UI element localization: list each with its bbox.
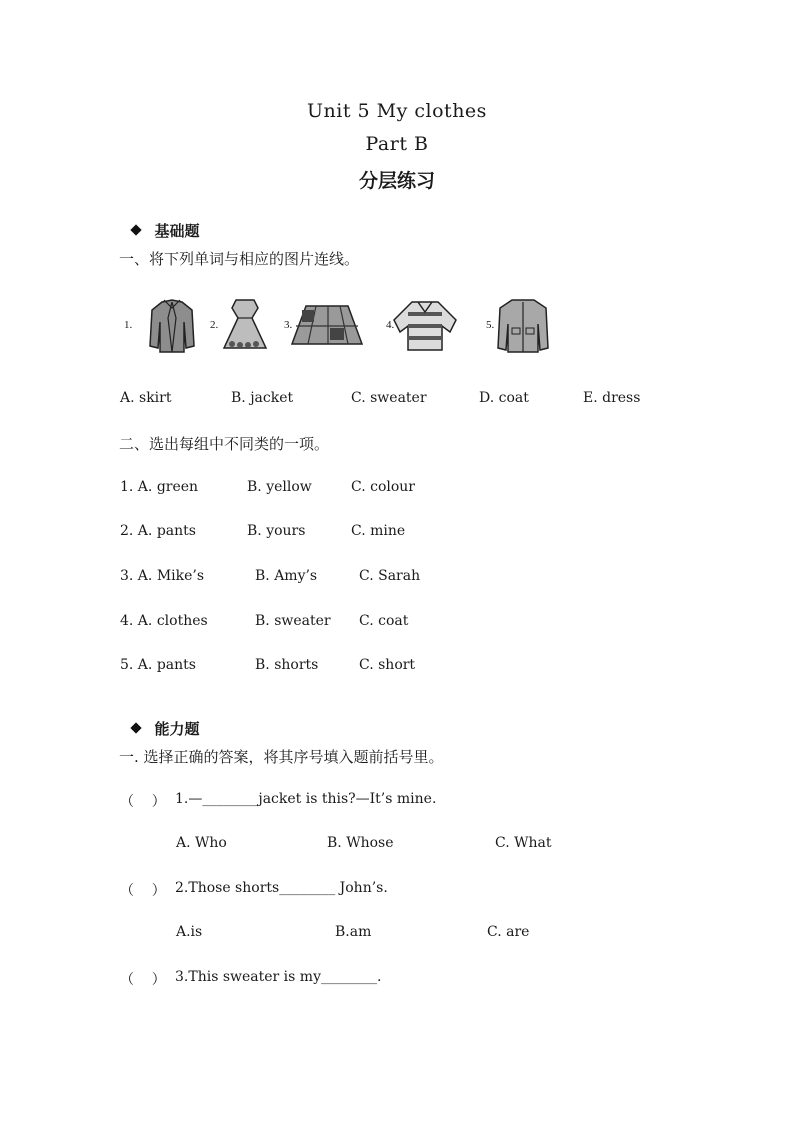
q2-instruction: 二、选出每组中不同类的一项。: [119, 435, 330, 453]
coat-icon: [134, 296, 212, 356]
list-item: C. Sarah: [359, 568, 421, 584]
question-stem: 3.This sweater is my________.: [175, 969, 382, 985]
list-item: B. yellow: [247, 479, 312, 495]
word-option: C. sweater: [351, 390, 427, 406]
word-option: E. dress: [583, 390, 641, 406]
list-item: 5. A. pants: [120, 657, 196, 673]
list-item: B. shorts: [255, 657, 319, 673]
q1-instruction: 一、将下列单词与相应的图片连线。: [119, 250, 360, 268]
picture-number: 1.: [124, 319, 133, 331]
list-item: C. short: [359, 657, 416, 673]
list-item: B. sweater: [255, 613, 331, 629]
ability-instruction: 一. 选择正确的答案，将其序号填入题前括号里。: [119, 748, 444, 766]
page-title: Unit 5 My clothes: [307, 100, 487, 122]
picture-number: 4.: [386, 319, 395, 331]
section-basic-heading: 基础题: [122, 202, 199, 241]
jacket-icon: [484, 296, 562, 356]
answer-option[interactable]: C. are: [487, 924, 530, 940]
question-stem: 2.Those shorts________ John’s.: [175, 880, 388, 896]
answer-paren[interactable]: （ ）: [120, 794, 166, 810]
word-option: D. coat: [479, 390, 529, 406]
skirt-icon: [288, 296, 366, 356]
answer-option[interactable]: A.is: [176, 924, 203, 940]
list-item: 4. A. clothes: [120, 613, 208, 629]
answer-option[interactable]: B. Whose: [327, 835, 394, 851]
list-item: 3. A. Mike’s: [120, 568, 205, 584]
word-option: A. skirt: [120, 390, 172, 406]
practice-label: 分层练习: [358, 170, 435, 192]
picture-number: 5.: [486, 319, 495, 331]
picture-number: 2.: [210, 319, 219, 331]
list-item: C. colour: [351, 479, 415, 495]
diamond-bullet-icon: [131, 224, 142, 235]
list-item: C. mine: [351, 523, 406, 539]
answer-paren[interactable]: （ ）: [120, 883, 166, 899]
section-ability-heading: 能力题: [122, 700, 199, 739]
question-stem: 1.—________jacket is this?—It’s mine.: [175, 791, 437, 807]
sweater-icon: [386, 296, 464, 356]
picture-number: 3.: [284, 319, 293, 331]
list-item: C. coat: [359, 613, 409, 629]
list-item: B. Amy’s: [255, 568, 318, 584]
answer-paren[interactable]: （ ）: [120, 972, 166, 988]
diamond-bullet-icon: [131, 722, 142, 733]
word-option: B. jacket: [231, 390, 294, 406]
list-item: B. yours: [247, 523, 306, 539]
list-item: 1. A. green: [120, 479, 199, 495]
answer-option[interactable]: B.am: [335, 924, 372, 940]
dress-icon: [206, 296, 284, 356]
answer-option[interactable]: A. Who: [176, 835, 227, 851]
page-subtitle: Part B: [365, 133, 429, 155]
answer-option[interactable]: C. What: [495, 835, 552, 851]
list-item: 2. A. pants: [120, 523, 196, 539]
